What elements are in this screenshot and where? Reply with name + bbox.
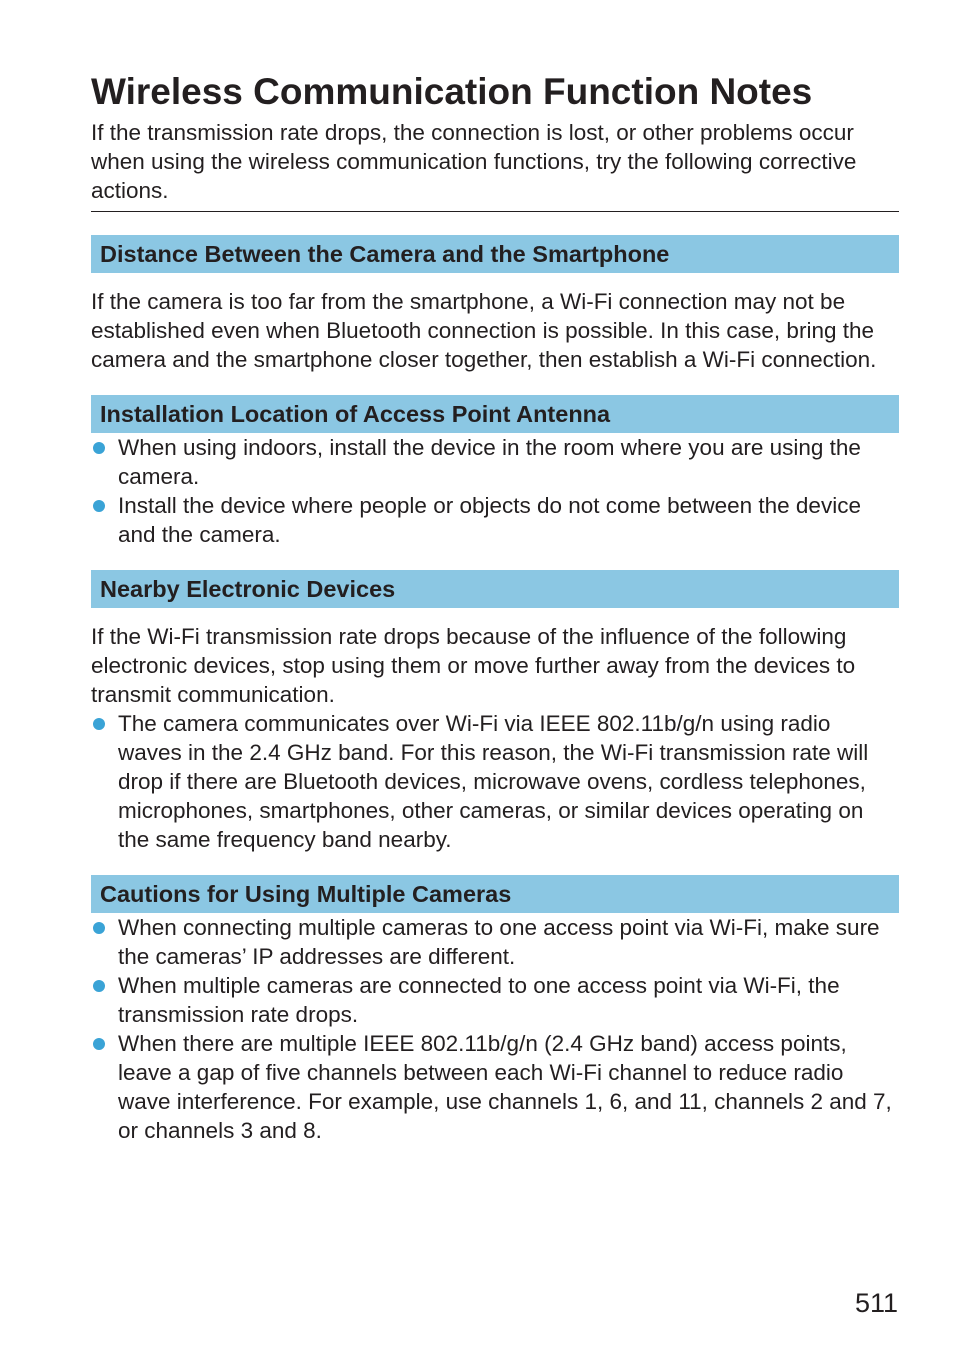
list-item — [91, 971, 899, 1029]
list-item — [91, 913, 899, 971]
section-heading-multiple-cameras: Cautions for Using Multiple Cameras — [91, 875, 899, 913]
bullet-list-antenna — [91, 433, 899, 549]
section-heading-electronic-devices: Nearby Electronic Devices — [91, 570, 899, 608]
page-number: 511 — [854, 1288, 898, 1318]
list-item — [91, 709, 899, 854]
bullet-dot-icon — [93, 500, 105, 512]
section-heading-distance: Distance Between the Camera and the Smartphone — [91, 235, 899, 273]
section-paragraph-distance: If the camera is too far from the smartphone, a Wi-Fi connection may not be established even when Bluetooth connection is possible. In this case, bring the camera and the smartphone closer together, then establish a Wi-Fi connection. — [91, 289, 877, 372]
list-item-text: When connecting multiple cameras to one access point via Wi-Fi, make sure the cameras’ IP addresses are different. — [118, 915, 880, 969]
section-heading-antenna: Installation Location of Access Point Antenna — [91, 395, 899, 433]
manual-page — [91, 70, 899, 1145]
list-item-text: Install the device where people or objects do not come between the device and the camera. — [118, 493, 861, 547]
list-item-text: When there are multiple IEEE 802.11b/g/n (2.4 GHz band) access points, leave a gap of five channels between each Wi-Fi channel to reduce radio wave interference. For example, use channels 1, 6, and 11, channels 2 and 7, or channels 3 and 8. — [118, 1031, 892, 1143]
bullet-list-multiple-cameras — [91, 913, 899, 1145]
list-item — [91, 491, 899, 549]
list-item-text: When multiple cameras are connected to one access point via Wi-Fi, the transmission rate drops. — [118, 973, 840, 1027]
page-title: Wireless Communication Function Notes — [91, 71, 813, 112]
bullet-dot-icon — [93, 980, 105, 992]
bullet-list-electronic-devices — [91, 709, 899, 854]
list-item — [91, 433, 899, 491]
list-item-text: The camera communicates over Wi-Fi via IEEE 802.11b/g/n using radio waves in the 2.4 GHz band. For this reason, the Wi-Fi transmission rate will drop if there are Bluetooth devices, microwave ovens, cordless telephones, microphones, smartphones, other cameras, or similar devices operating on the same frequency band nearby. — [118, 711, 869, 852]
bullet-dot-icon — [93, 922, 105, 934]
bullet-dot-icon — [93, 1038, 105, 1050]
list-item — [91, 1029, 899, 1145]
bullet-dot-icon — [93, 718, 105, 730]
intro-paragraph: If the transmission rate drops, the connection is lost, or other problems occur when using the wireless communication functions, try the following corrective actions. — [91, 118, 899, 212]
list-item-text: When using indoors, install the device in the room where you are using the camera. — [118, 435, 861, 489]
section-paragraph-electronic-devices: If the Wi-Fi transmission rate drops because of the influence of the following electronic devices, stop using them or move further away from the devices to transmit communication. — [91, 624, 856, 707]
bullet-dot-icon — [93, 442, 105, 454]
